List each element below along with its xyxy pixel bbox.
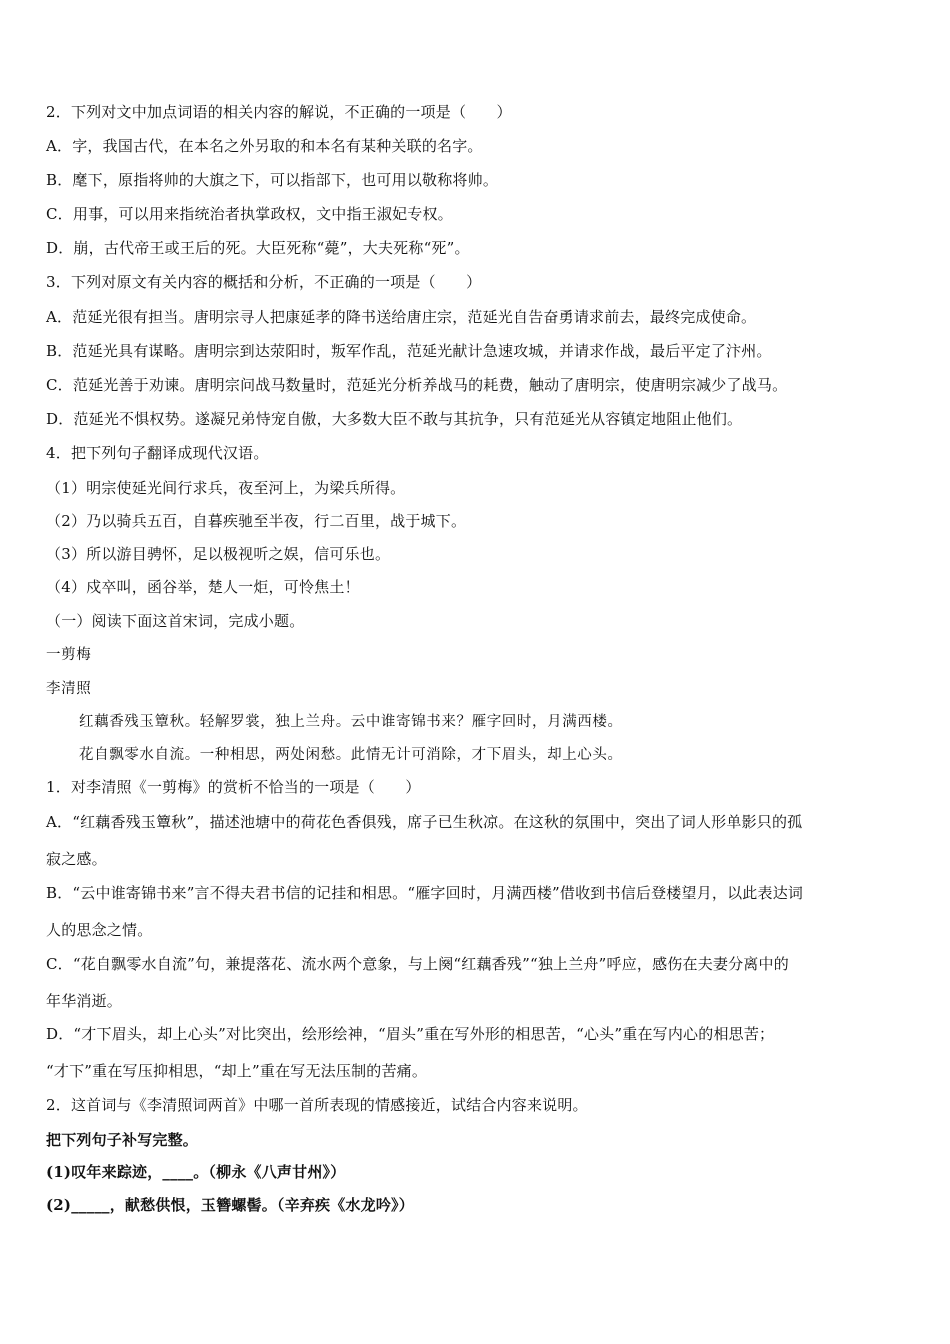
question-2-option-a: A．字，我国古代，在本名之外另取的和本名有某种关联的名字。 [46,137,483,155]
question-2-option-b: B．麾下，原指将帅的大旗之下，可以指部下，也可用以敬称将帅。 [46,171,499,189]
question-3-option-a: A．范延光很有担当。唐明宗寻人把康延孝的降书送给唐庄宗，范延光自告奋勇请求前去，最终完成使命。 [46,308,757,326]
poem-question-1-option-d: D．“才下眉头，却上心头”对比突出，绘形绘神，“眉头”重在写外形的相思苦，“心头”重在写内心的相思苦； [46,1025,775,1043]
poem-question-1-option-a: A．“红藕香残玉簟秋”，描述池塘中的荷花色香俱残，席子已生秋凉。在这秋的氛围中，突出了词人形单影只的孤 [46,813,803,831]
poem-question-1-option-a-cont: 寂之感。 [46,850,107,868]
translate-sentence-3: （3）所以游目骋怀，足以极视听之娱，信可乐也。 [46,545,391,563]
poem-line-2: 花自飘零水自流。一种相思，两处闲愁。此情无计可消除，才下眉头，却上心头。 [79,747,623,763]
poem-question-1-option-b: B．“云中谁寄锦书来”言不得夫君书信的记挂和相思。“雁字回时，月满西楼”借收到书信后登楼望月，以此表达词 [46,884,804,902]
poem-question-1-option-d-cont: “才下”重在写压抑相思，“却上”重在写无法压制的苦痛。 [46,1062,428,1080]
translate-sentence-1: （1）明宗使延光间行求兵，夜至河上，为梁兵所得。 [46,479,406,497]
poem-question-1-option-b-cont: 人的思念之情。 [46,921,153,939]
question-3-option-b: B．范延光具有谋略。唐明宗到达荥阳时，叛军作乱，范延光献计急速攻城，并请求作战，最后平定了汴州。 [46,342,772,360]
question-3-option-c: C．范延光善于劝谏。唐明宗问战马数量时，范延光分析养战马的耗费，触动了唐明宗，使唐明宗减少了战马。 [46,376,788,394]
question-2-option-d: D．崩，古代帝王或王后的死。大臣死称“薨”，大夫死称“死”。 [46,239,470,257]
translate-sentence-2: （2）乃以骑兵五百，自暮疾驰至半夜，行二百里，战于城下。 [46,512,467,530]
poem-line-1: 红藕香残玉簟秋。轻解罗裳，独上兰舟。云中谁寄锦书来？雁字回时，月满西楼。 [79,714,623,730]
question-3-option-d: D．范延光不惧权势。遂凝兄弟恃宠自傲，大多数大臣不敢与其抗争，只有范延光从容镇定地阻止他们。 [46,410,743,428]
question-3-stem: 3．下列对原文有关内容的概括和分析，不正确的一项是（ ） [46,273,482,291]
poem-question-1-option-c: C．“花自飘零水自流”句，兼提落花、流水两个意象，与上阕“红藕香残”“独上兰舟”呼应，感伤在夫妻分离中的 [46,955,789,973]
poem-section-intro: （一）阅读下面这首宋词，完成小题。 [46,612,305,630]
question-4-stem: 4．把下列句子翻译成现代汉语。 [46,444,269,462]
poem-question-1-option-c-cont: 年华消逝。 [46,992,123,1010]
fill-in-item-2: (2)_____，献愁供恨，玉簪螺髻。（辛弃疾《水龙吟》） [46,1196,414,1214]
question-2-option-c: C．用事，可以用来指统治者执掌政权，文中指王淑妃专权。 [46,205,453,223]
fill-in-heading: 把下列句子补写完整。 [46,1131,199,1149]
poem-question-1-stem: 1．对李清照《一剪梅》的赏析不恰当的一项是（ ） [46,778,421,796]
poem-author: 李清照 [46,681,92,697]
translate-sentence-4: （4）戍卒叫，函谷举，楚人一炬，可怜焦土！ [46,578,360,596]
poem-title: 一剪梅 [46,647,92,663]
question-2-stem: 2．下列对文中加点词语的相关内容的解说，不正确的一项是（ ） [46,103,512,121]
poem-question-2-stem: 2．这首词与《李清照词两首》中哪一首所表现的情感接近，试结合内容来说明。 [46,1096,588,1114]
fill-in-item-1: (1)叹年来踪迹，____。（柳永《八声甘州》） [46,1163,346,1181]
